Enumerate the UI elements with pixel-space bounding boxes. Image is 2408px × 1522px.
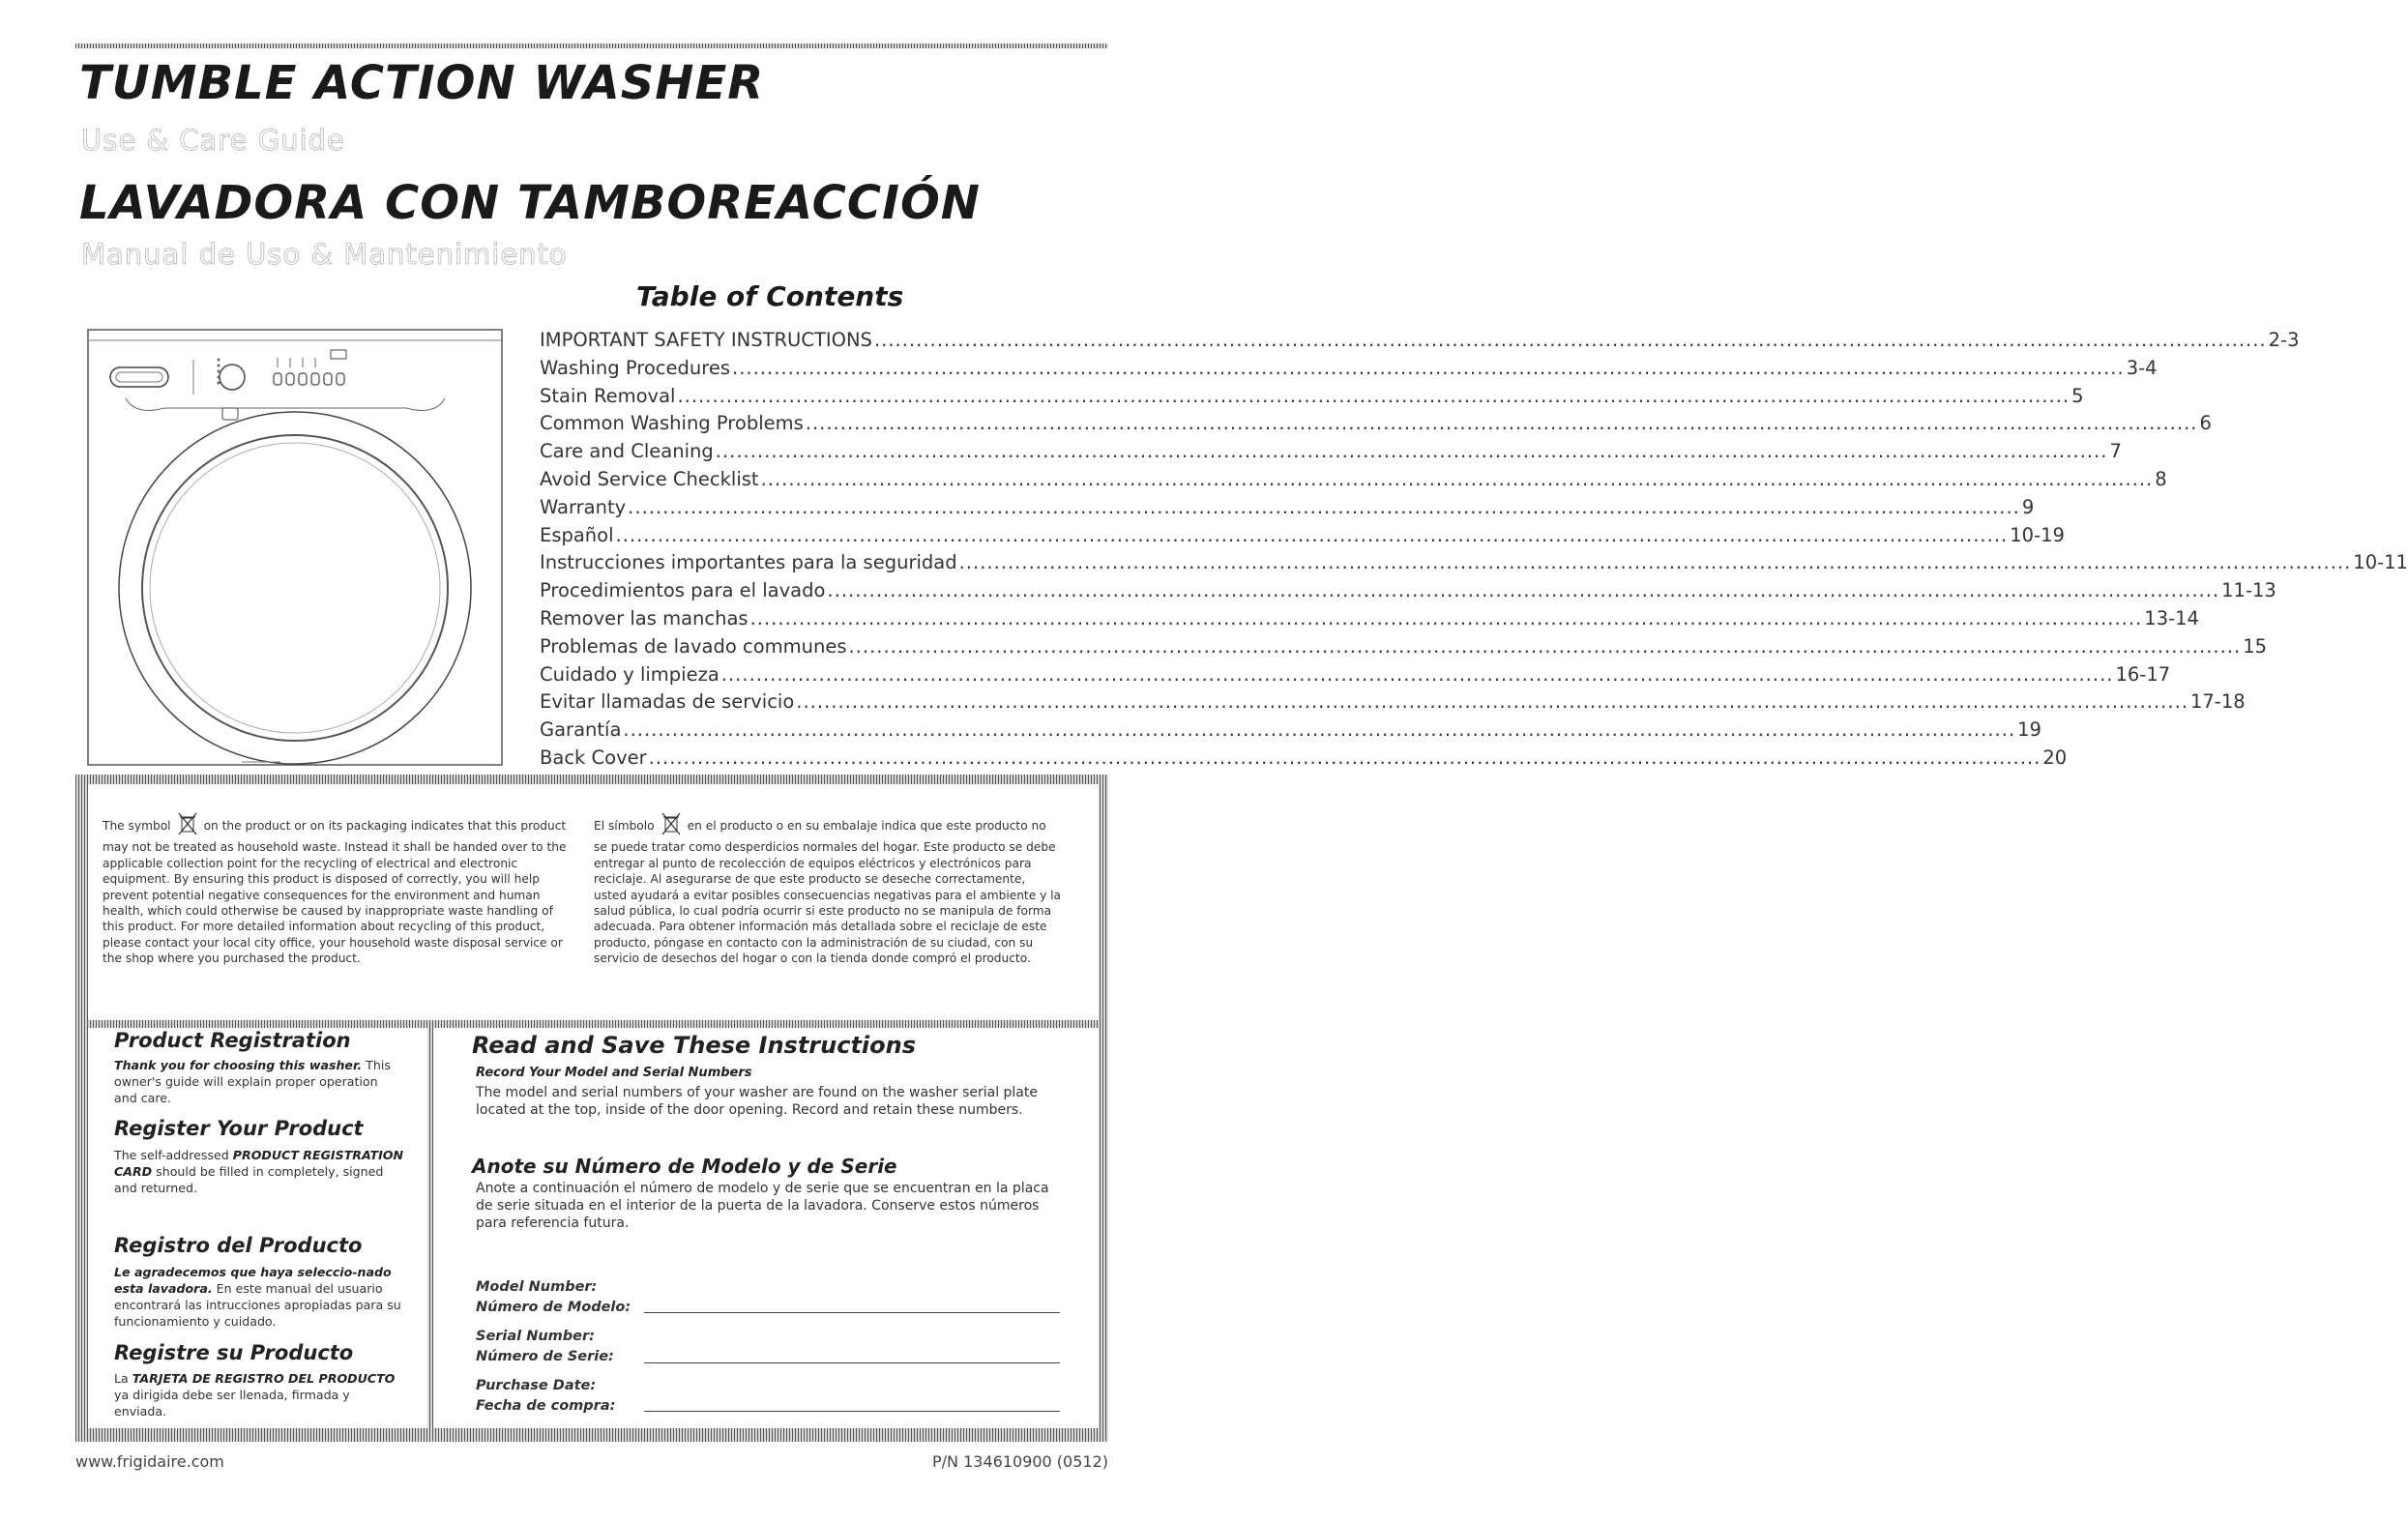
product-registration-heading: Product Registration bbox=[114, 1029, 351, 1052]
toc-item bbox=[540, 467, 2167, 496]
toc-item-label: Back Cover bbox=[540, 746, 647, 769]
registre-producto-text: La TARJETA DE REGISTRO DEL PRODUCTO ya dirigida debe ser llenada, firmada y enviada. bbox=[114, 1371, 396, 1419]
purchase-date-label: Purchase Date: bbox=[476, 1378, 597, 1393]
record-numbers-text: The model and serial numbers of your washer are found on the washer serial plate located at the top, inside of the door opening. Record and retain these numbers. bbox=[476, 1085, 1038, 1118]
toc-item bbox=[540, 606, 2199, 635]
serial-number-label: Serial Number: bbox=[476, 1329, 595, 1344]
register-product-text: The self-addressed PRODUCT REGISTRATION CARD should be filled in completely, signed and returned. bbox=[114, 1148, 404, 1195]
toc-item-page: 13-14 bbox=[2144, 606, 2199, 629]
recycling-text-english: The symbol on the product or on its packaging indicates that this product may not be treated as household waste. Instead it shall be handed over to the applicable collection point for the recycling of electrical and electronic equipment. By ensuring this product is disposed of correctly, you will help prevent potential negative consequences for the environment and human health, which could otherwise be caused by inappropriate waste handling of this product. For more detailed information about recycling of this product, please contact your local city office, your household waste disposal service or the shop where you purchased the product. bbox=[103, 812, 573, 967]
anote-text: Anote a continuación el número de modelo y de serie que se encuentran en la placa de serie situada en el interior de la puerta de la lavadora. Conserve estos números para referencia futura. bbox=[476, 1181, 1049, 1231]
toc-item-label: Remover las manchas bbox=[540, 606, 749, 629]
toc-item bbox=[540, 662, 2171, 691]
toc-item-label: IMPORTANT SAFETY INSTRUCTIONS bbox=[540, 329, 872, 351]
toc-item-page: 2-3 bbox=[2268, 329, 2300, 351]
numero-modelo-label: Número de Modelo: bbox=[476, 1300, 631, 1315]
toc-leader-dots: ........................................................................................................................................................................................................ bbox=[677, 384, 2070, 407]
registre-producto-heading: Registre su Producto bbox=[114, 1341, 354, 1364]
toc-item-label: Stain Removal bbox=[540, 384, 676, 407]
website-link[interactable]: www.frigidaire.com bbox=[75, 1452, 224, 1471]
part-number: P/N 134610900 (0512) bbox=[932, 1452, 1108, 1471]
subtitle-spanish: Manual de Uso & Mantenimiento bbox=[81, 238, 568, 271]
toc-leader-dots: ........................................................................................................................................................................................................ bbox=[732, 356, 2125, 379]
toc-item-page: 7 bbox=[2109, 440, 2122, 463]
toc-item bbox=[540, 356, 2158, 385]
toc-item-page: 16-17 bbox=[2115, 662, 2171, 686]
toc-item bbox=[540, 412, 2212, 440]
toc-item-label: Garantía bbox=[540, 718, 622, 742]
toc-leader-dots: ........................................................................................................................................................................................................ bbox=[805, 412, 2198, 435]
toc-item-page: 10-19 bbox=[2010, 523, 2065, 546]
toc-leader-dots: ........................................................................................................................................................................................................ bbox=[848, 634, 2242, 658]
toc-item bbox=[540, 495, 2035, 524]
title-spanish: LAVADORA CON TAMBOREACCIÓN bbox=[79, 176, 981, 230]
toc-item bbox=[540, 579, 2276, 607]
toc-item-page: 6 bbox=[2199, 412, 2212, 435]
toc-item-label: Español bbox=[540, 523, 614, 546]
toc-item-page: 9 bbox=[2021, 495, 2035, 518]
crossed-bin-icon bbox=[661, 812, 682, 839]
title-english: TUMBLE ACTION WASHER bbox=[79, 56, 765, 110]
toc-title: Table of Contents bbox=[636, 280, 904, 312]
toc-leader-dots: ........................................................................................................................................................................................................ bbox=[615, 523, 2009, 546]
toc-leader-dots: ........................................................................................................................................................................................................ bbox=[623, 718, 2016, 742]
toc-item-label: Care and Cleaning bbox=[540, 440, 714, 463]
toc-leader-dots: ........................................................................................................................................................................................................ bbox=[827, 579, 2220, 602]
toc-item bbox=[540, 384, 2084, 413]
toc-item-page: 17-18 bbox=[2189, 690, 2246, 714]
toc-item-page: 15 bbox=[2243, 634, 2268, 658]
toc-item bbox=[540, 440, 2122, 468]
subtitle-english: Use & Care Guide bbox=[81, 124, 345, 157]
toc-item bbox=[540, 690, 2246, 718]
toc-leader-dots: ........................................................................................................................................................................................................ bbox=[958, 551, 2352, 574]
purchase-date-field[interactable] bbox=[644, 1411, 1060, 1412]
toc-item-label: Problemas de lavado communes bbox=[540, 634, 847, 658]
washer-illustration bbox=[87, 329, 503, 766]
toc-leader-dots: ........................................................................................................................................................................................................ bbox=[715, 440, 2108, 463]
toc-leader-dots: ........................................................................................................................................................................................................ bbox=[628, 495, 2020, 518]
serial-number-field[interactable] bbox=[644, 1362, 1060, 1363]
toc-item-label: Cuidado y limpieza bbox=[540, 662, 719, 686]
toc-item-page: 11-13 bbox=[2221, 579, 2276, 602]
toc-item-page: 3-4 bbox=[2126, 356, 2158, 379]
table-of-contents bbox=[540, 329, 2408, 775]
toc-item-label: Washing Procedures bbox=[540, 356, 730, 379]
toc-item-label: Procedimientos para el lavado bbox=[540, 579, 826, 602]
toc-item-label: Avoid Service Checklist bbox=[540, 467, 759, 490]
toc-leader-dots: ........................................................................................................................................................................................................ bbox=[749, 606, 2143, 629]
toc-item bbox=[540, 329, 2300, 357]
crossed-bin-icon bbox=[177, 812, 198, 839]
numero-serie-label: Número de Serie: bbox=[476, 1349, 614, 1364]
register-product-heading: Register Your Product bbox=[114, 1117, 364, 1140]
toc-item-page: 10-11 bbox=[2353, 551, 2408, 574]
toc-item-page: 5 bbox=[2071, 384, 2084, 407]
toc-item bbox=[540, 523, 2065, 552]
toc-item bbox=[540, 634, 2268, 663]
toc-leader-dots: ........................................................................................................................................................................................................ bbox=[760, 467, 2154, 490]
toc-item-label: Warranty bbox=[540, 495, 627, 518]
model-number-label: Model Number: bbox=[476, 1279, 598, 1295]
toc-leader-dots: ........................................................................................................................................................................................................ bbox=[720, 662, 2114, 686]
read-save-heading: Read and Save These Instructions bbox=[472, 1032, 916, 1059]
toc-leader-dots: ........................................................................................................................................................................................................ bbox=[873, 329, 2267, 351]
toc-item-page: 8 bbox=[2155, 467, 2167, 490]
product-registration-text: Thank you for choosing this washer. This owner's guide will explain proper operation and care. bbox=[114, 1058, 391, 1105]
toc-item bbox=[540, 551, 2408, 579]
top-rule bbox=[75, 44, 1108, 48]
recycling-text-spanish: El símbolo en el producto o en su embalaje indica que este producto no se puede tratar como desperdicios normales del hogar. Este producto se debe entregar al punto de recolección de equipos eléctricos y electrónicos para reciclaje. Al asegurarse de que este producto se deseche correctamente, usted ayudará a evitar posibles consecuencias negativas para el ambiente y la salud pública, lo cual podría ocurrir si este producto no se manipula de forma adecuada. Para obtener información más detallada sobre el reciclaje de este producto, póngase en contacto con la administración de su ciudad, con su servicio de desechos del hogar o con la tienda donde compró el producto. bbox=[594, 812, 1062, 967]
toc-item-page: 20 bbox=[2042, 746, 2068, 769]
registro-producto-heading: Registro del Producto bbox=[114, 1234, 363, 1257]
toc-leader-dots: ........................................................................................................................................................................................................ bbox=[648, 746, 2041, 769]
model-number-field[interactable] bbox=[644, 1312, 1060, 1313]
toc-item-label: Instrucciones importantes para la seguridad bbox=[540, 551, 957, 574]
toc-leader-dots: ........................................................................................................................................................................................................ bbox=[796, 690, 2188, 714]
anote-heading: Anote su Número de Modelo y de Serie bbox=[472, 1155, 897, 1178]
toc-item-label: Evitar llamadas de servicio bbox=[540, 690, 795, 714]
record-numbers-subheading: Record Your Model and Serial Numbers bbox=[476, 1066, 752, 1080]
toc-item-page: 19 bbox=[2017, 718, 2041, 742]
toc-item bbox=[540, 718, 2041, 746]
registro-producto-text: Le agradecemos que haya seleccio-nado esta lavadora. En este manual del usuario encontrará las intrucciones apropiadas para su funcionamiento y cuidado. bbox=[114, 1265, 401, 1329]
toc-item-label: Common Washing Problems bbox=[540, 412, 804, 435]
fecha-compra-label: Fecha de compra: bbox=[476, 1398, 616, 1414]
toc-item bbox=[540, 746, 2068, 775]
